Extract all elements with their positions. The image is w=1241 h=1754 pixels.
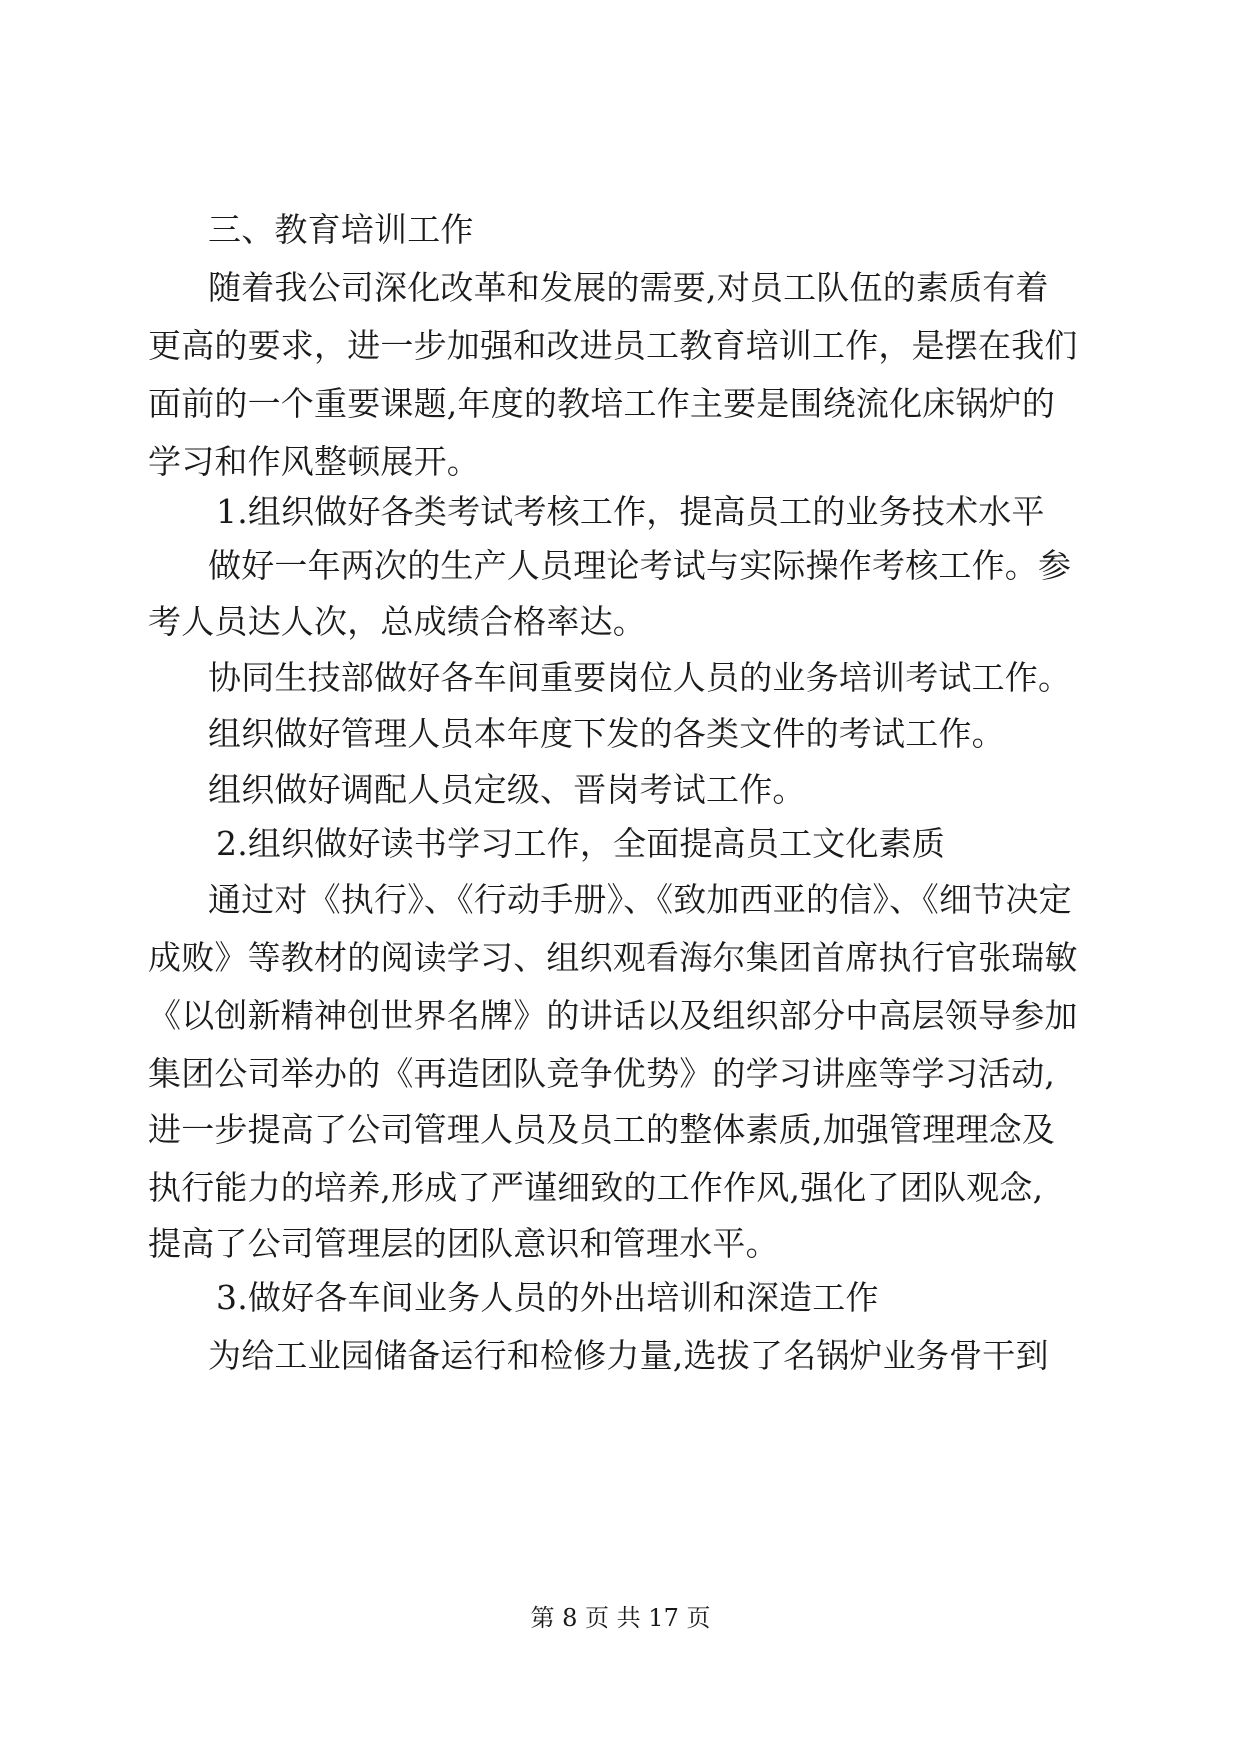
paragraph-line: 组织做好调配人员定级、晋岗考试工作。 — [208, 770, 806, 809]
paragraph-line: 执行能力的培养,形成了严谨细致的工作作风,强化了团队观念, — [148, 1168, 1044, 1207]
paragraph-line: 面前的一个重要课题,年度的教培工作主要是围绕流化床锅炉的 — [148, 384, 1056, 423]
section-heading: 三、教育培训工作 — [208, 210, 474, 249]
paragraph-line: 通过对《执行》、《行动手册》、《致加西亚的信》、《细节决定 — [208, 880, 1072, 919]
item-2-title: 2.组织做好读书学习工作，全面提高员工文化素质 — [216, 824, 946, 863]
page-number-footer: 第 8 页 共 17 页 — [530, 1604, 711, 1632]
paragraph-line: 协同生技部做好各车间重要岗位人员的业务培训考试工作。 — [208, 658, 1072, 697]
item-3-title: 3.做好各车间业务人员的外出培训和深造工作 — [216, 1278, 879, 1317]
paragraph-line: 《以创新精神创世界名牌》的讲话以及组织部分中高层领导参加 — [148, 996, 1078, 1035]
paragraph-line: 提高了公司管理层的团队意识和管理水平。 — [148, 1224, 779, 1263]
item-1-title: 1.组织做好各类考试考核工作，提高员工的业务技术水平 — [216, 492, 1045, 531]
paragraph-line: 更高的要求，进一步加强和改进员工教育培训工作，是摆在我们 — [148, 326, 1078, 365]
paragraph-line: 组织做好管理人员本年度下发的各类文件的考试工作。 — [208, 714, 1005, 753]
paragraph-line: 随着我公司深化改革和发展的需要,对员工队伍的素质有着 — [208, 268, 1049, 307]
paragraph-line: 学习和作风整顿展开。 — [148, 442, 480, 481]
paragraph-line: 做好一年两次的生产人员理论考试与实际操作考核工作。参 — [208, 546, 1072, 585]
paragraph-line: 进一步提高了公司管理人员及员工的整体素质,加强管理理念及 — [148, 1110, 1056, 1149]
paragraph-line: 集团公司举办的《再造团队竞争优势》的学习讲座等学习活动, — [148, 1054, 1056, 1093]
paragraph-line: 为给工业园储备运行和检修力量,选拔了名锅炉业务骨干到 — [208, 1336, 1049, 1375]
paragraph-line: 考人员达人次，总成绩合格率达。 — [148, 602, 646, 641]
paragraph-line: 成败》等教材的阅读学习、组织观看海尔集团首席执行官张瑞敏 — [148, 938, 1078, 977]
